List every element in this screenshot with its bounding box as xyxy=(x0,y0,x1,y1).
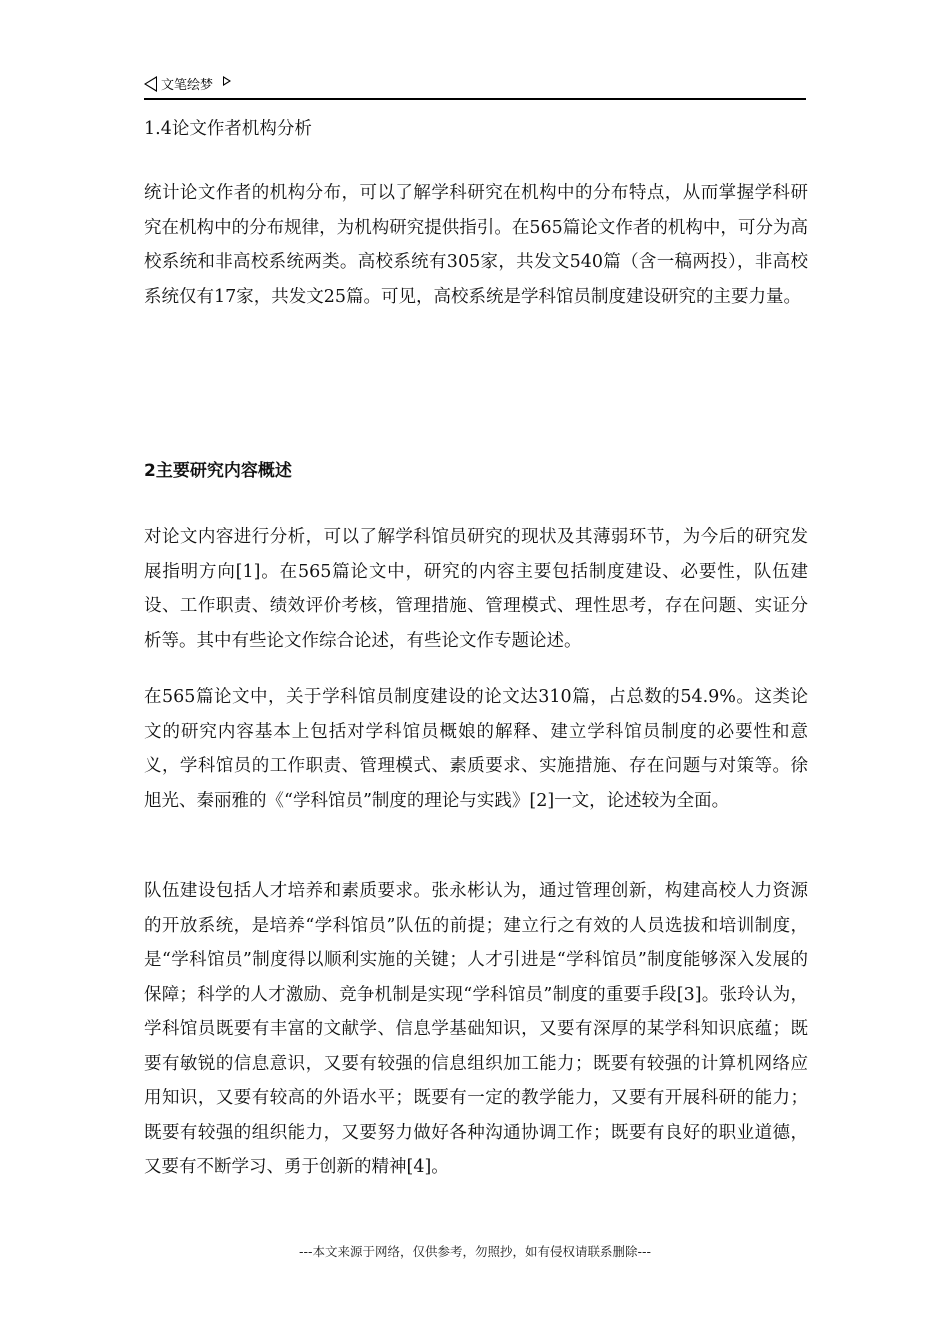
paragraph: 队伍建设包括人才培养和素质要求。张永彬认为，通过管理创新，构建高校人力资源的开放系统，是培养“学科馆员”队伍的前提；建立行之有效的人员选拔和培训制度，是“学科馆员”制度得以顺利实施的关键；人才引进是“学科馆员”制度能够深入发展的保障；科学的人才激励、竞争机制是实现“学科馆员”制度的重要手段[3]。张玲认为，学科馆员既要有丰富的文献学、信息学基础知识，又要有深厚的某学科知识底蕴；既要有敏锐的信息意识，又要有较强的信息组织加工能力；既要有较强的计算机网络应用知识，又要有较高的外语水平；既要有一定的教学能力，又要有开展科研的能力；既要有较强的组织能力，又要努力做好各种沟通协调工作；既要有良好的职业道德，又要有不断学习、勇于创新的精神[4]。 xyxy=(144,881,808,1177)
triangle-right-icon xyxy=(223,76,231,86)
page-header xyxy=(144,72,806,100)
footer-notice: ---本文来源于网络，仅供参考，勿照抄，如有侵权请联系删除--- xyxy=(298,1244,652,1259)
brand-label: 文笔绘梦 xyxy=(161,78,214,93)
brand xyxy=(144,74,231,93)
paragraph: 统计论文作者的机构分布，可以了解学科研究在机构中的分布特点，从而掌握学科研究在机构中的分布规律，为机构研究提供指引。在565篇论文作者的机构中，可分为高校系统和非高校系统两类。高校系统有305家，共发文540篇（含一稿两投），非高校系统仅有17家，共发文25篇。可见，高校系统是学科馆员制度建设研究的主要力量。 xyxy=(144,183,808,307)
section-heading-2: 2主要研究内容概述 xyxy=(144,461,292,481)
section-heading-1-4: 1.4论文作者机构分析 xyxy=(144,119,312,139)
paragraph: 在565篇论文中，关于学科馆员制度建设的论文达310篇，占总数的54.9%。这类论文的研究内容基本上包括对学科馆员概娘的解释、建立学科馆员制度的必要性和意义，学科馆员的工作职责、管理模式、素质要求、实施措施、存在问题与对策等。徐旭光、秦丽雅的《“学科馆员”制度的理论与实践》[2]一文，论述较为全面。 xyxy=(144,687,808,811)
paragraph: 对论文内容进行分析，可以了解学科馆员研究的现状及其薄弱环节，为今后的研究发展指明方向[1]。在565篇论文中，研究的内容主要包括制度建设、必要性，队伍建设、工作职责、绩效评价考核，管理措施、管理模式、理性思考，存在问题、实证分析等。其中有些论文作综合论述，有些论文作专题论述。 xyxy=(144,527,808,651)
triangle-left-icon xyxy=(144,76,157,92)
